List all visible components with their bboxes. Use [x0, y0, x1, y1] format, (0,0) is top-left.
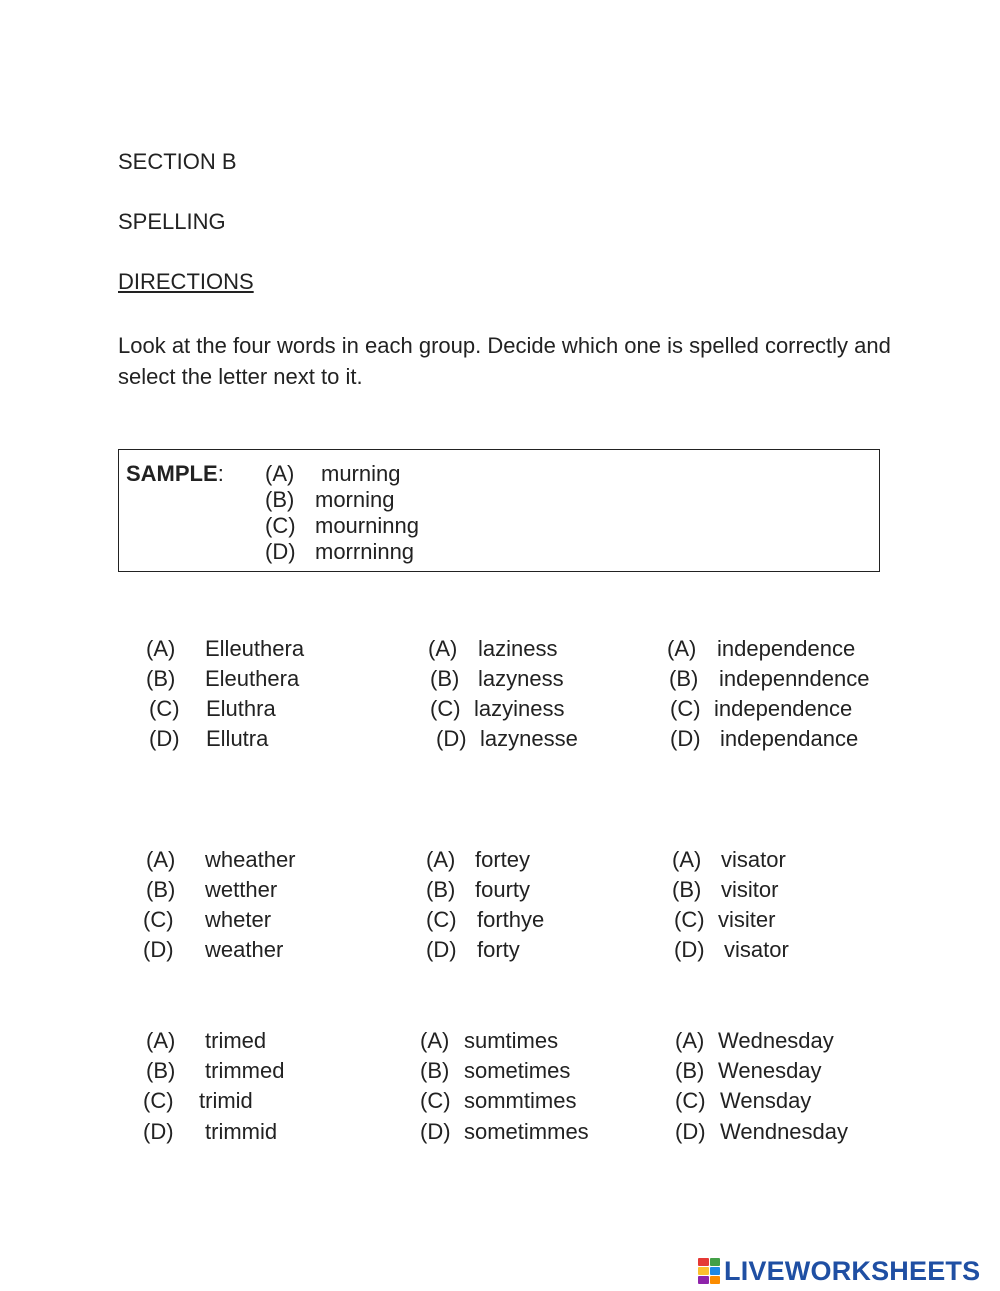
question-5-option-c[interactable]: (C) forthye: [426, 907, 545, 932]
sample-option: (D) morrninng: [265, 539, 415, 564]
question-9-option-b[interactable]: (B) Wenesday: [675, 1058, 822, 1083]
sample-option: (C) mourninng: [265, 513, 419, 538]
sample-label: SAMPLE:: [126, 461, 224, 486]
subject-title: SPELLING: [118, 209, 226, 234]
liveworksheets-logo: [698, 1256, 980, 1286]
question-1-option-d[interactable]: (D) Ellutra: [149, 726, 269, 751]
question-2-option-d[interactable]: (D) lazynesse: [436, 726, 578, 751]
question-4-option-c[interactable]: (C) wheter: [143, 907, 272, 932]
question-8-option-a[interactable]: (A) sumtimes: [420, 1028, 559, 1053]
question-9-option-d[interactable]: (D) Wendnesday: [675, 1119, 849, 1144]
sample-option: (B) morning: [265, 487, 395, 512]
sample-box: [118, 449, 880, 572]
question-5-option-b[interactable]: (B) fourty: [426, 877, 531, 902]
question-6-option-a[interactable]: (A) visator: [672, 847, 786, 872]
question-5-option-a[interactable]: (A) fortey: [426, 847, 531, 872]
logo-text: LIVEWORKSHEETS: [724, 1255, 981, 1286]
question-6-option-d[interactable]: (D) visator: [674, 937, 789, 962]
question-7-option-c[interactable]: (C) trimid: [143, 1088, 253, 1113]
question-6-option-c[interactable]: (C) visiter: [674, 907, 776, 932]
question-2-option-a[interactable]: (A) laziness: [428, 636, 558, 661]
question-6-option-b[interactable]: (B) visitor: [672, 877, 779, 902]
logo-mark-icon: [698, 1258, 720, 1284]
question-3-option-d[interactable]: (D) independance: [670, 726, 859, 751]
section-title: SECTION B: [118, 149, 237, 174]
question-7-option-b[interactable]: (B) trimmed: [146, 1058, 285, 1083]
question-4-option-a[interactable]: (A) wheather: [146, 847, 296, 872]
directions-heading: DIRECTIONS: [118, 269, 254, 294]
question-4-option-d[interactable]: (D) weather: [143, 937, 284, 962]
question-2-option-b[interactable]: (B) lazyness: [430, 666, 564, 691]
question-1-option-c[interactable]: (C) Eluthra: [149, 696, 276, 721]
question-4-option-b[interactable]: (B) wetther: [146, 877, 278, 902]
question-8-option-b[interactable]: (B) sometimes: [420, 1058, 571, 1083]
question-3-option-a[interactable]: (A) independence: [667, 636, 856, 661]
question-5-option-d[interactable]: (D) forty: [426, 937, 520, 962]
question-9-option-c[interactable]: (C) Wensday: [675, 1088, 812, 1113]
question-3-option-c[interactable]: (C) independence: [670, 696, 853, 721]
question-1-option-a[interactable]: (A) Elleuthera: [146, 636, 305, 661]
question-7-option-d[interactable]: (D) trimmid: [143, 1119, 278, 1144]
question-1-option-b[interactable]: (B) Eleuthera: [146, 666, 300, 691]
directions-text: Look at the four words in each group. Decide which one is spelled correctly and select the letter next to it.: [118, 333, 891, 389]
sample-option: (A) murning: [265, 461, 401, 486]
question-8-option-c[interactable]: (C) sommtimes: [420, 1088, 577, 1113]
question-3-option-b[interactable]: (B) indepenndence: [669, 666, 870, 691]
question-7-option-a[interactable]: (A) trimed: [146, 1028, 267, 1053]
question-8-option-d[interactable]: (D) sometimmes: [420, 1119, 589, 1144]
question-9-option-a[interactable]: (A) Wednesday: [675, 1028, 834, 1053]
question-2-option-c[interactable]: (C) lazyiness: [430, 696, 565, 721]
